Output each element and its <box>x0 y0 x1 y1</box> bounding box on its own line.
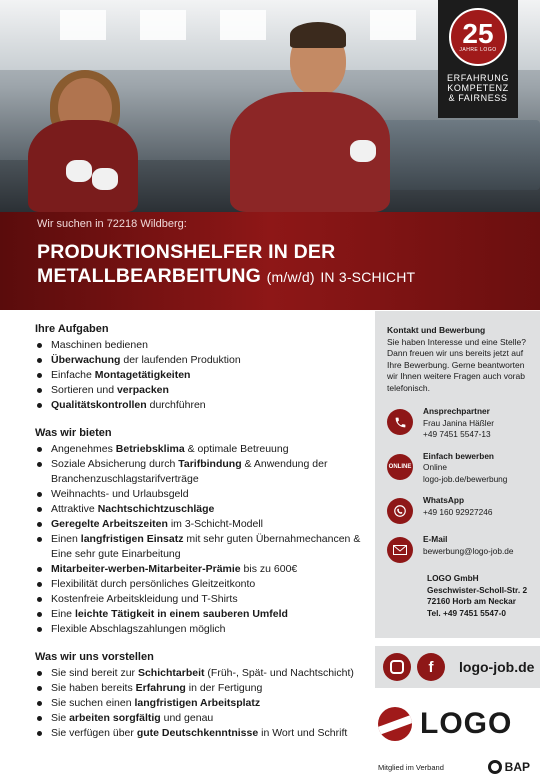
footer <box>378 760 530 774</box>
hero-window <box>60 10 106 40</box>
list-item <box>35 666 365 681</box>
list-item-post: im 3-Schicht-Modell <box>167 518 264 530</box>
job-title-line2 <box>37 264 540 289</box>
company-name: LOGO GmbH <box>427 573 479 583</box>
list-item <box>35 681 365 696</box>
anniversary-badge <box>438 0 518 118</box>
logo-wordmark: LOGO <box>420 707 513 740</box>
benefits-list <box>35 442 365 637</box>
title-band <box>0 212 540 310</box>
list-item-bold: Schichtarbeit <box>137 667 205 679</box>
list-item <box>35 517 365 532</box>
list-item-bold: Überwachung <box>51 354 121 366</box>
list-item <box>35 607 365 622</box>
brand-logo <box>378 704 530 744</box>
member-text: Mitglied im Verband <box>378 762 444 772</box>
list-item-pre: Soziale Absicherung durch <box>51 458 179 470</box>
badge-number: 25 <box>462 18 494 49</box>
hero-glove <box>66 160 92 182</box>
badge-line: KOMPETENZ <box>447 83 509 93</box>
list-item-pre: Attraktive <box>51 503 98 515</box>
list-item-bold: langfristigen Arbeitsplatz <box>134 697 261 709</box>
social-bar <box>375 646 540 688</box>
list-item-post: und genau <box>160 712 214 724</box>
job-title-line1: PRODUKTIONSHELFER IN DER <box>37 241 336 263</box>
list-item-post: Maschinen bedienen <box>51 339 148 351</box>
list-item-pre: Sortieren und <box>51 384 117 396</box>
list-item-bold: Geregelte Arbeitszeiten <box>51 518 168 530</box>
list-item-pre: Einen <box>51 533 81 545</box>
list-item <box>35 577 365 592</box>
list-item-pre: Eine <box>51 608 75 620</box>
hero-glove <box>350 140 376 162</box>
job-title-shift: IN 3-SCHICHT <box>320 269 416 285</box>
list-item-bold: gute Deutschkenntnisse <box>136 727 259 739</box>
list-item <box>35 726 365 741</box>
list-item-post: in der Fertigung <box>185 682 263 694</box>
hero-window <box>140 10 186 40</box>
tasks-list <box>35 338 365 413</box>
list-item <box>35 398 365 413</box>
contact-person-text <box>423 406 494 441</box>
location-text: Wir suchen in 72218 Wildberg: <box>37 218 187 230</box>
list-item <box>35 353 365 368</box>
list-item-bold: leichte Tätigkeit in einem sauberen Umfeld <box>74 608 288 620</box>
list-item-pre: Flexible Abschlagszahlungen möglich <box>51 623 226 635</box>
online-url[interactable]: logo-job.de/bewerbung <box>423 473 508 484</box>
bap-text: BAP <box>504 760 530 774</box>
bap-logo <box>488 760 530 774</box>
website-domain[interactable]: logo-job.de <box>459 659 535 675</box>
online-label: Einfach bewerben <box>423 450 495 461</box>
list-item <box>35 368 365 383</box>
list-item-pre: Sie verfügen über <box>51 727 137 739</box>
hero-window <box>220 10 266 40</box>
online-icon-text: ONLINE <box>388 463 412 470</box>
badge-line: ERFAHRUNG <box>447 73 509 83</box>
list-item-bold: Qualitätskontrollen <box>51 399 147 411</box>
contact-online <box>387 451 530 486</box>
list-item-post: (Früh-, Spät- und Nachtschicht) <box>204 667 354 679</box>
list-item-post: in Wort und Schrift <box>258 727 348 739</box>
list-item-bold: Mitarbeiter-werben-Mitarbeiter-Prämie <box>51 563 241 575</box>
list-item <box>35 502 365 517</box>
list-item-post: & optimale Betreuung <box>184 443 289 455</box>
list-item-post: der laufenden Produktion <box>120 354 241 366</box>
whatsapp-label: WhatsApp <box>423 495 465 505</box>
hero-worker-hair <box>290 22 346 48</box>
company-address <box>387 573 530 619</box>
section-title: Was wir bieten <box>35 427 112 439</box>
list-item <box>35 592 365 607</box>
list-item <box>35 487 365 502</box>
instagram-icon[interactable] <box>383 653 411 681</box>
list-item-post: mit sehr guten Übernahmechancen & Eine sehr gute Einarbeitung <box>51 533 361 560</box>
contact-title: Kontakt und Bewerbung <box>387 325 486 335</box>
list-item-pre: Sie <box>51 712 70 724</box>
contact-email <box>387 534 530 563</box>
company-city: 72160 Horb am Neckar <box>427 596 517 606</box>
list-item-bold: Erfahrung <box>135 682 186 694</box>
list-item-post: bis zu 600€ <box>240 563 298 575</box>
list-item-pre: Sie haben bereits <box>51 682 136 694</box>
section-title: Was wir uns vorstellen <box>35 651 154 663</box>
list-item <box>35 562 365 577</box>
company-street: Geschwister-Scholl-Str. 2 <box>427 584 528 595</box>
list-item-pre: Sie sind bereit zur <box>51 667 138 679</box>
list-item <box>35 532 365 562</box>
list-item-bold: langfristigen Einsatz <box>80 533 184 545</box>
contact-email-text <box>423 534 514 557</box>
requirements-list <box>35 666 365 741</box>
list-item <box>35 696 365 711</box>
logo-mark-icon <box>378 707 412 741</box>
contact-whatsapp <box>387 495 530 524</box>
list-item <box>35 338 365 353</box>
badge-small: JAHRE LOGO <box>459 47 497 53</box>
facebook-icon[interactable]: f <box>417 653 445 681</box>
contact-whatsapp-text <box>423 495 492 518</box>
list-item <box>35 442 365 457</box>
section-title: Ihre Aufgaben <box>35 323 109 335</box>
hero-glove <box>92 168 118 190</box>
list-item-post: & Anwendung der Branchenzuschlagstarifverträge <box>51 458 328 485</box>
list-item-pre: Sie suchen einen <box>51 697 135 709</box>
list-item-bold: Nachtschichtzuschläge <box>97 503 215 515</box>
mail-icon <box>387 537 413 563</box>
whatsapp-number[interactable]: +49 160 92927246 <box>423 506 493 517</box>
list-item-bold: Tarifbindung <box>178 458 242 470</box>
list-item-bold: arbeiten sorgfältig <box>69 712 161 724</box>
list-item <box>35 711 365 726</box>
hero-image <box>0 0 540 212</box>
job-title-main: METALLBEARBEITUNG <box>37 265 262 287</box>
list-item-post: durchführen <box>146 399 206 411</box>
person-label: Ansprechpartner <box>423 406 490 416</box>
contact-text: Sie haben Interesse und eine Stelle? Dann freuen wir uns bereits jetzt auf Ihre Bewerbung. Gerne beantworten wir Ihnen weitere Fragen auch vorab telefonisch. <box>387 336 526 393</box>
company-phone[interactable]: Tel. +49 7451 5547-0 <box>427 607 506 618</box>
list-item-bold: Montagetätigkeiten <box>94 369 191 381</box>
list-item <box>35 457 365 487</box>
person-name: Frau Janina Häßler <box>423 417 495 428</box>
phone-icon <box>387 409 413 435</box>
list-item <box>35 622 365 637</box>
job-title-gender: (m/w/d) <box>266 269 315 285</box>
online-apply-icon <box>387 454 413 480</box>
list-item-pre: Kostenfreie Arbeitskleidung und T-Shirts <box>51 593 238 605</box>
email-address[interactable]: bewerbung@logo-job.de <box>423 545 514 556</box>
list-item-bold: verpacken <box>116 384 169 396</box>
contact-online-text <box>423 451 507 486</box>
person-phone[interactable]: +49 7451 5547-13 <box>423 429 491 439</box>
list-item <box>35 383 365 398</box>
badge-line: & FAIRNESS <box>448 93 508 103</box>
list-item-bold: Betriebsklima <box>115 443 185 455</box>
contact-panel <box>375 311 540 638</box>
list-item-pre: Flexibilität durch persönliches Gleitzeitkonto <box>51 578 256 590</box>
list-item-pre: Weihnachts- und Urlaubsgeld <box>51 488 189 500</box>
bap-mark-icon <box>488 760 502 774</box>
online-sub: Online <box>423 462 447 472</box>
hero-window <box>370 10 416 40</box>
email-label: E-Mail <box>423 534 448 544</box>
whatsapp-icon <box>387 498 413 524</box>
list-item-pre: Angenehmes <box>51 443 116 455</box>
contact-person <box>387 406 530 441</box>
list-item-pre: Einfache <box>51 369 95 381</box>
anniversary-seal <box>449 8 507 66</box>
badge-claims <box>447 73 509 103</box>
job-description <box>35 322 365 754</box>
